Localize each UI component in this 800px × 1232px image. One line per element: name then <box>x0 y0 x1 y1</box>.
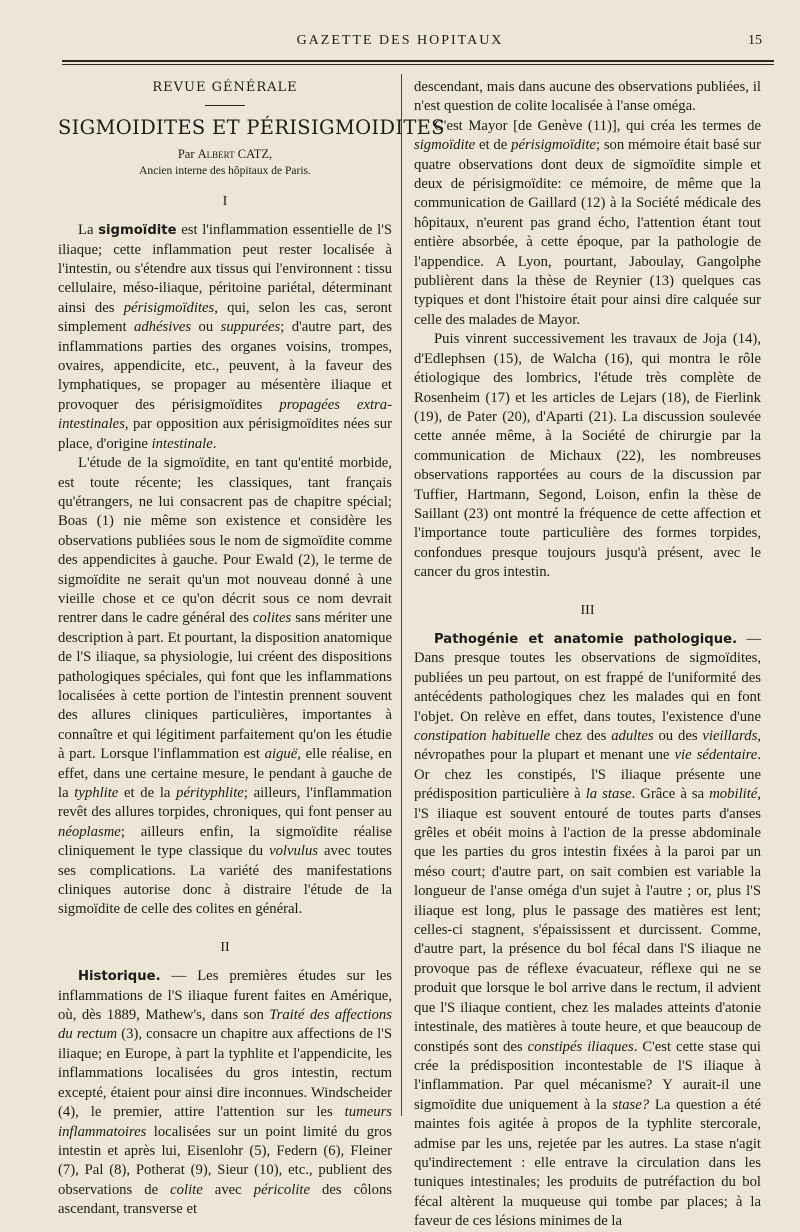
header-rule-thick <box>62 60 774 62</box>
left-column <box>58 78 445 1218</box>
title-rule <box>205 105 245 106</box>
author-name: Albert CATZ, <box>197 146 273 161</box>
paragraph-pathogenie: Pathogénie et anatomie pathologique. — Dans presque toutes les observations de sigmoïdites, publiées un peu partout, on est frappé de l'uniformité des antécédents pathologiques chez les malades qui en font l'objet. On relève en effet, dans toutes, l'existence d'une constipation habituelle chez des adultes ou des vieillards, névropathes pour la plupart et menant une vie sédentaire. Or chez les constipés, l'S iliaque présente une prédisposition particulière à la stase. Grâce à sa mobilité, l'S iliaque est souvent entouré de toutes parts d'anses grêles et obéit moins à l'action de la presse abdominale que les parties du gros intestin fixées à la paroi par un méso court; d'autre part, on sait combien est variable la longueur de l'anse oméga d'un sujet à l'autre ; or, plus l'S iliaque est long, plus le passage des matières est lent; celles-ci stagnent, s'épaississent et durcissent. Comme, d'autre part, la présence du bol fécal dans l'S iliaque ne provoque pas de réflexe évacuateur, réflexe qui ne se produit que lorsque le bol arrive dans le rectum, il advient que l'S iliaque contient, chez les malades atteints d'atonie intestinale, des matières à toute heure, et que beaucoup de constipés sont des constipés iliaques. C'est cette stase qui crée la prédisposition incontestable de l'S iliaque à l'inflammation. Par quel mécanisme? Y aurait-il une sigmoïdite due uniquement à la stase? La question a été maintes fois agitée à propos de la typhlite stercorale, admise par les uns, rejetée par les autres. La stase n'agit qu'indirectement : elle entrave la circulation dans les tuniques intestinales; les produits de putréfaction du bol fécal altèrent la muqueuse qui tombe par places; à la faveur de ces lésions minimes de la <box>414 630 761 1230</box>
header-rule-thin <box>62 64 774 65</box>
author-affiliation: Ancien interne des hôpitaux de Paris. <box>139 164 311 177</box>
section-heading: REVUE GÉNÉRALE <box>152 80 298 95</box>
paragraph-study: L'étude de la sigmoïdite, en tant qu'entité morbide, est toute récente; les classiques, tant français qu'étrangers, ne lui consacrent pas de chapitre spécial; Boas (1) nie même son existence et considère les observations publiées sous le nom de sigmoïdite comme des appendicites à gauche. Pour Ewald (2), le terme de sigmoïdite ne serait qu'un mot nouveau donné à une vieille chose et ce qu'on décrit sous ce nom devrait rentrer dans le cadre général des colites sans mériter une description à part. Et pourtant, la disposition anatomique de l'S iliaque, sa physiologie, lui créent des dispositions pathologiques spéciales, qui font que les inflammations localisées à cette portion de l'intestin prennent souvent des allures cliniques particulières, importantes à connaître et qui légitiment parfaitement qu'on les étudie à part. Lorsque l'inflammation est aiguë, elle réalise, en effet, dans une certaine mesure, le pendant à gauche de la typhlite et de la pérityphlite; ailleurs, l'inflammation revêt des allures torpides, chroniques, qui font penser au néoplasme; ailleurs enfin, la sigmoïdite réalise cliniquement le type classique du volvulus avec toutes ses complications. La variété des manifestations cliniques autorise donc à distraire l'étude de la sigmoïdite de celle des colites en général. <box>58 455 392 918</box>
heading-historique: Historique. <box>78 969 161 985</box>
part-number-1: I <box>222 193 228 209</box>
term-sigmoidite: sigmoïdite <box>98 223 177 239</box>
running-head <box>0 33 800 53</box>
column-divider <box>401 74 402 1116</box>
paragraph-continuation: descendant, mais dans aucune des observations publiées, il n'est question de colite localisée à l'anse oméga. <box>414 79 761 115</box>
right-column <box>414 78 762 1230</box>
article-title: SIGMOIDITES ET PÉRISIGMOIDITES <box>58 116 445 140</box>
part-number-2: II <box>220 939 230 955</box>
heading-pathogenie: Pathogénie et anatomie pathologique. <box>434 631 738 647</box>
page-number: 15 <box>748 33 762 48</box>
paragraph-definition: La sigmoïdite est l'inflammation essentielle de l'S iliaque; cette inflammation peut rester localisée à l'intestin, ou s'étendre aux tissus qui l'environnent : tissu cellulaire, méso-iliaque, péritoine pariétal, déterminant ainsi des périsigmoïdites, qui, selon les cas, seront simplement adhésives ou suppurées; d'autre part, des inflammations parties des organes voisins, trompes, ovaires, appendicite, etc., peuvent, à la faveur des lymphatiques, se propager au mésentère iliaque et provoquer des périsigmoïdites propagées extra-intestinales, par opposition aux périsigmoïdites nées sur place, d'origine intestinale. <box>58 222 393 452</box>
byline-prefix: Par <box>177 146 195 161</box>
running-title: GAZETTE DES HOPITAUX <box>296 33 504 48</box>
paragraph-mayor: C'est Mayor [de Genève (11)], qui créa les termes de sigmoïdite et de périsigmoïdite; son mémoire était basé sur quatre observations dont deux de sigmoïdite simple et deux de périsigmoïdite: ce mémoire, de même que la communication de Gaillard (12) à la Société médicale des hôpitaux, n'eurent pas grand écho, l'attention étant tout entière absorbée, à cette époque, par la pathologie de l'appendice. A Lyon, pourtant, Jaboulay, Gangolphe publièrent dans la thèse de Reynier (13) quelques cas typiques et dont l'histoire était pour ainsi dire calquée sur celle des malades de Mayor. <box>414 117 762 328</box>
part-number-3: III <box>580 602 595 618</box>
paragraph-historique: Historique. — Les premières études sur les inflammations de l'S iliaque furent faites en Amérique, où, dès 1889, Mathew's, dans son Traité des affections du rectum (3), consacre un chapitre aux affections de l'S iliaque; en Europe, à part la typhlite et l'appendicite, les inflammations localisées du gros intestin, rectum excepté, étaient pour ainsi dire inconnues. Windscheider (4), le premier, attire l'attention sur les tumeurs inflammatoires localisées sur un point limité du gros intestin et après lui, Eisenlohr (5), Federn (6), Fleiner (7), Pal (8), Potherat (9), Sieur (10), etc., publient des observations de colite avec péricolite des côlons ascendant, transverse et <box>58 968 392 1218</box>
paragraph-travaux: Puis vinrent successivement les travaux de Joja (14), d'Edlephsen (15), de Walcha (16), qui montra le rôle étiologique des lombrics, l'étude très complète de Rosenheim (17) et les articles de Lejars (18), de Fierlink (19), de Pater (20), d'Aparti (21). La discussion soulevée cette année même, à la Société de chirurgie par la communication de Michaux (22), les nombreuses observations rapportées au cours de la discussion par Tuffier, Hartmann, Segond, Loison, enfin la thèse de Saillant (23) ont montré la fréquence de cette affection et l'importance toute particulière des formes torpides, confondues presque toujours jusqu'à présent, avec le cancer du gros intestin. <box>414 331 761 581</box>
byline <box>58 146 392 163</box>
